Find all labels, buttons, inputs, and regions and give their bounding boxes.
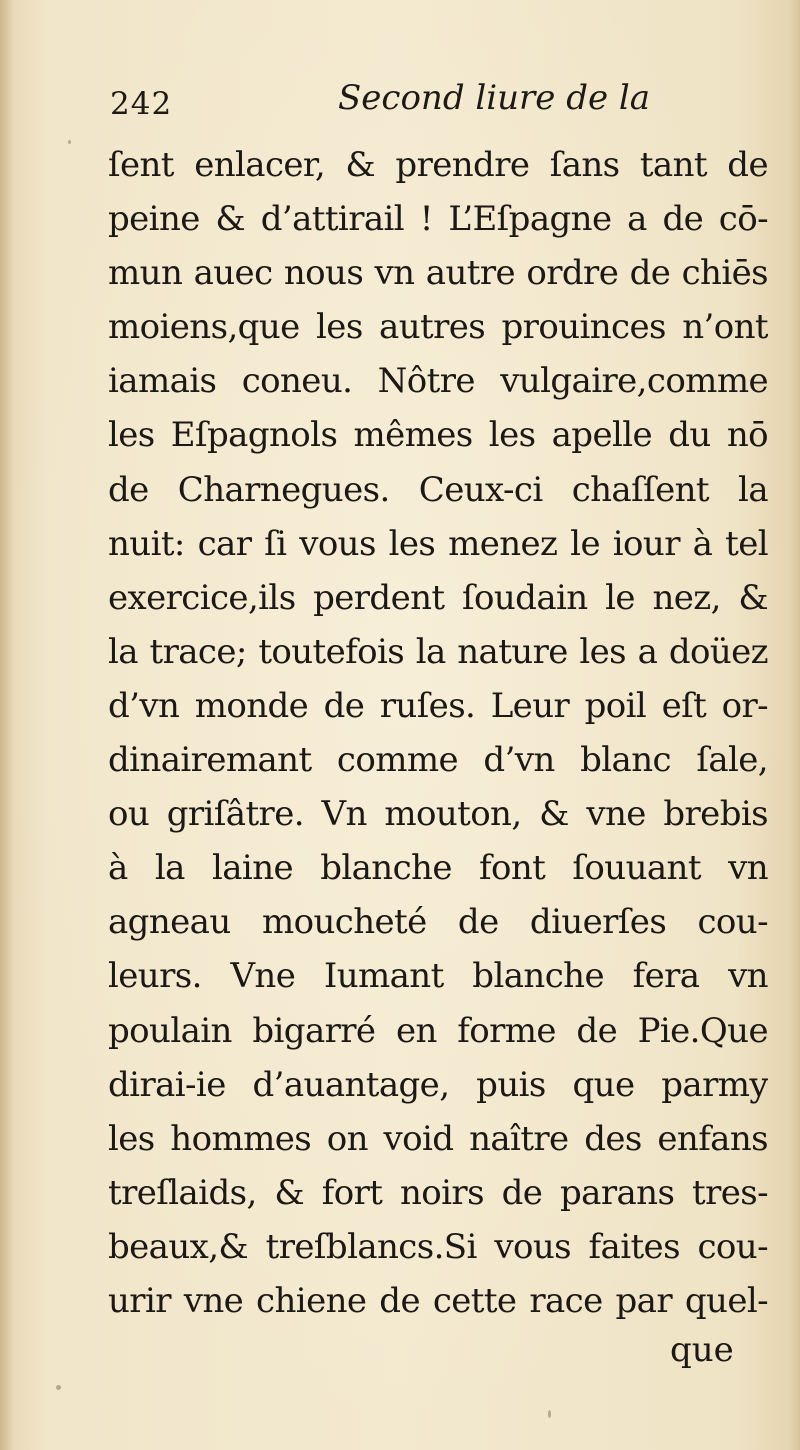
text-line: agneau moucheté de diuerſes cou- xyxy=(108,902,768,943)
text-line: ou griſâtre. Vn mouton, & vne brebis xyxy=(108,794,768,835)
text-line: poulain bigarré en forme de Pie.Que xyxy=(108,1010,768,1051)
page-header xyxy=(110,72,770,132)
text-line: à la laine blanche font ſouuant vn xyxy=(108,848,768,889)
text-line: nuit: car ſi vous les menez le iour à tel xyxy=(108,523,768,564)
body-text xyxy=(108,138,768,1328)
ink-speck xyxy=(68,140,71,144)
text-line: ſent enlacer, & prendre ſans tant de xyxy=(108,145,768,185)
text-line: urir vne chiene de cette race par quel- xyxy=(108,1280,768,1321)
page-gutter-shadow xyxy=(0,0,14,1450)
text-line: la trace; toutefois la nature les a doüez xyxy=(108,631,768,672)
ink-speck xyxy=(56,1385,61,1390)
text-line: moiens,que les autres prouinces n’ont xyxy=(108,307,768,348)
page-number: 242 xyxy=(110,86,173,122)
text-line: dinairemant comme d’vn blanc ſale, xyxy=(108,740,768,781)
running-title: Second liure de la xyxy=(338,78,651,118)
text-line: beaux,& treſblancs.Si vous faites cou- xyxy=(108,1226,768,1267)
text-line: les hommes on void naître des enfans xyxy=(108,1118,768,1159)
ink-speck xyxy=(548,1410,551,1418)
text-line: leurs. Vne Iumant blanche fera vn xyxy=(108,956,768,997)
catchword: que xyxy=(670,1330,734,1370)
text-line: iamais coneu. Nôtre vulgaire,comme xyxy=(108,361,768,402)
text-line: mun auec nous vn autre ordre de chiēs xyxy=(108,253,768,294)
text-line: exercice,ils perdent ſoudain le nez, & xyxy=(108,577,768,618)
page-edge-shadow xyxy=(790,0,800,1450)
text-line: les Eſpagnols mêmes les apelle du nō xyxy=(108,415,768,456)
text-line: peine & d’attirail ! L’Eſpagne a de cō- xyxy=(108,199,768,240)
text-line: treſlaids, & fort noirs de parans tres- xyxy=(108,1172,768,1213)
text-line: d’vn monde de ruſes. Leur poil eſt or- xyxy=(108,685,768,726)
text-line: de Charnegues. Ceux-ci chaſſent la xyxy=(108,469,768,510)
text-line: dirai-ie d’auantage, puis que parmy xyxy=(108,1064,768,1105)
